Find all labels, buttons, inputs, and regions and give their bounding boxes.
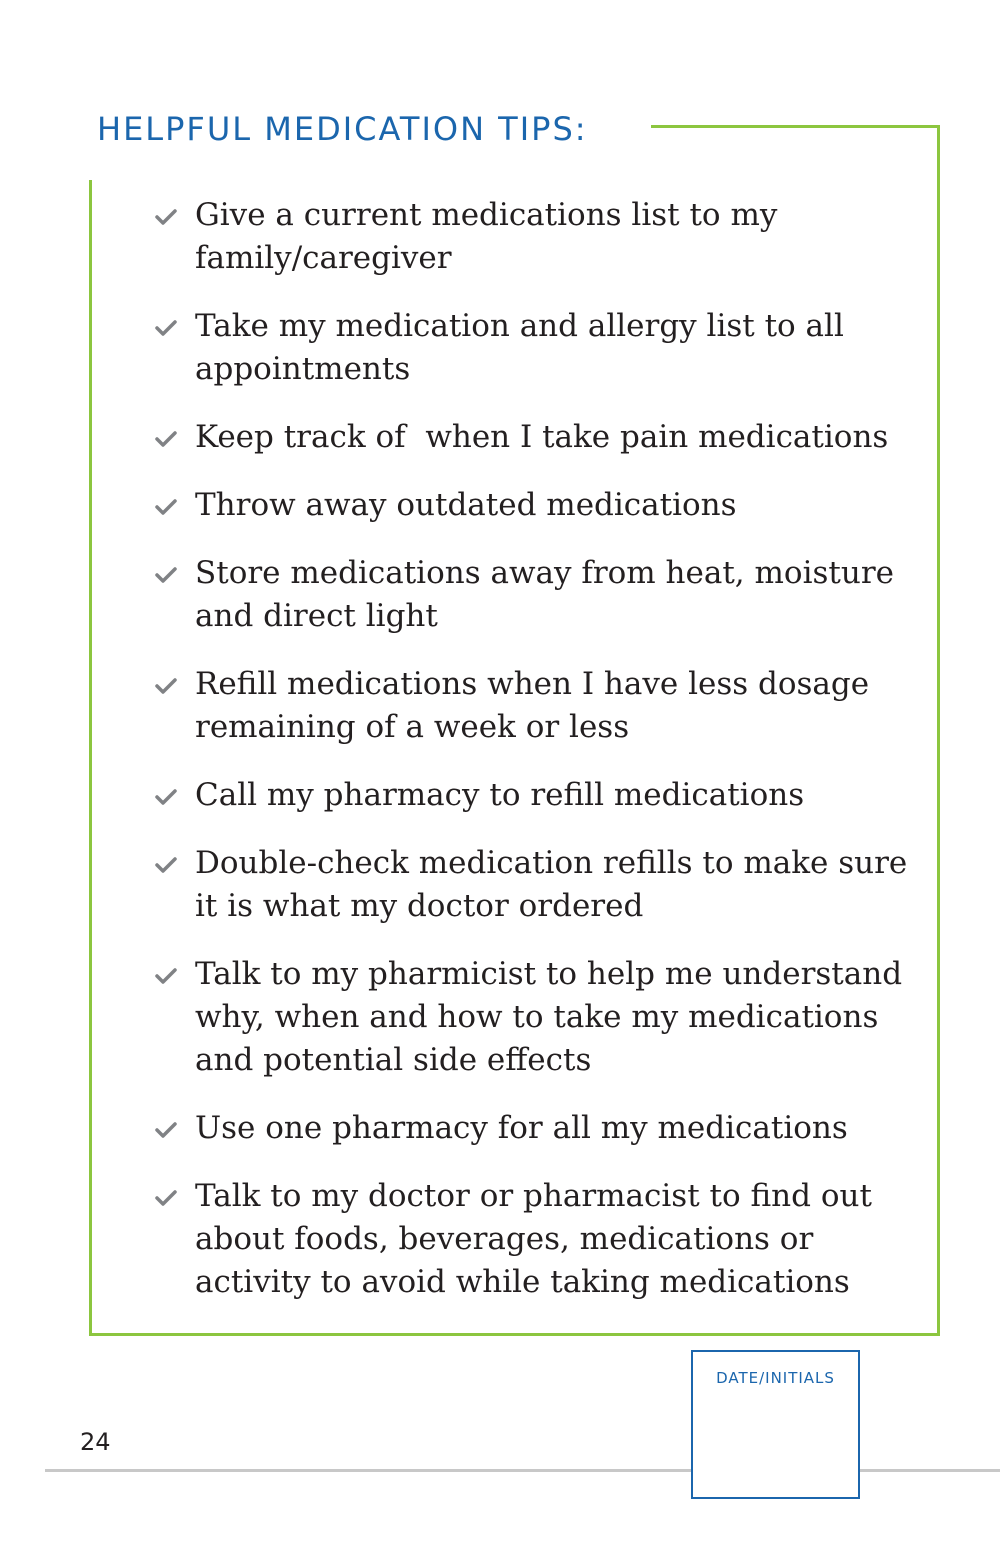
tip-text: Talk to my pharmicist to help me understand why, when and how to take my medications and potential side effects [195, 956, 912, 1078]
tip-text: Keep track of when I take pain medications [195, 419, 889, 455]
frame-left-border [89, 180, 92, 1336]
tip-item [155, 663, 935, 749]
checkmark-icon [155, 966, 177, 986]
date-initials-label: DATE/INITIALS [716, 1369, 835, 1387]
frame-top-border [651, 125, 940, 128]
tip-text: Call my pharmacy to refill medications [195, 777, 805, 813]
tip-text: Refill medications when I have less dosage remaining of a week or less [195, 666, 879, 745]
tip-item [155, 842, 935, 928]
section-title: HELPFUL MEDICATION TIPS: [97, 110, 588, 148]
tip-text: Use one pharmacy for all my medications [195, 1110, 848, 1146]
tip-item [155, 416, 935, 459]
tip-text: Talk to my doctor or pharmacist to find out about foods, beverages, medications or activity to avoid while taking medications [195, 1178, 882, 1300]
tip-item [155, 774, 935, 817]
tip-item [155, 1107, 935, 1150]
tip-item [155, 1175, 935, 1304]
checkmark-icon [155, 855, 177, 875]
page-number: 24 [80, 1428, 111, 1456]
tips-list [155, 194, 935, 1329]
tip-text: Double-check medication refills to make sure it is what my doctor ordered [195, 845, 918, 924]
tip-text: Throw away outdated medications [195, 487, 737, 523]
tip-text: Take my medication and allergy list to all appointments [195, 308, 854, 387]
checkmark-icon [155, 1120, 177, 1140]
tip-text: Give a current medications list to my family/caregiver [195, 197, 788, 276]
checkmark-icon [155, 497, 177, 517]
tip-item [155, 484, 935, 527]
checkmark-icon [155, 787, 177, 807]
tip-item [155, 305, 935, 391]
checkmark-icon [155, 207, 177, 227]
tip-text: Store medications away from heat, moisture and direct light [195, 555, 904, 634]
checkmark-icon [155, 565, 177, 585]
checkmark-icon [155, 318, 177, 338]
frame-bottom-border [89, 1333, 940, 1336]
checkmark-icon [155, 1188, 177, 1208]
frame-right-border [937, 125, 940, 1336]
tip-item [155, 953, 935, 1082]
tip-item [155, 552, 935, 638]
tip-item [155, 194, 935, 280]
checkmark-icon [155, 429, 177, 449]
date-initials-box[interactable] [691, 1350, 860, 1499]
checkmark-icon [155, 676, 177, 696]
